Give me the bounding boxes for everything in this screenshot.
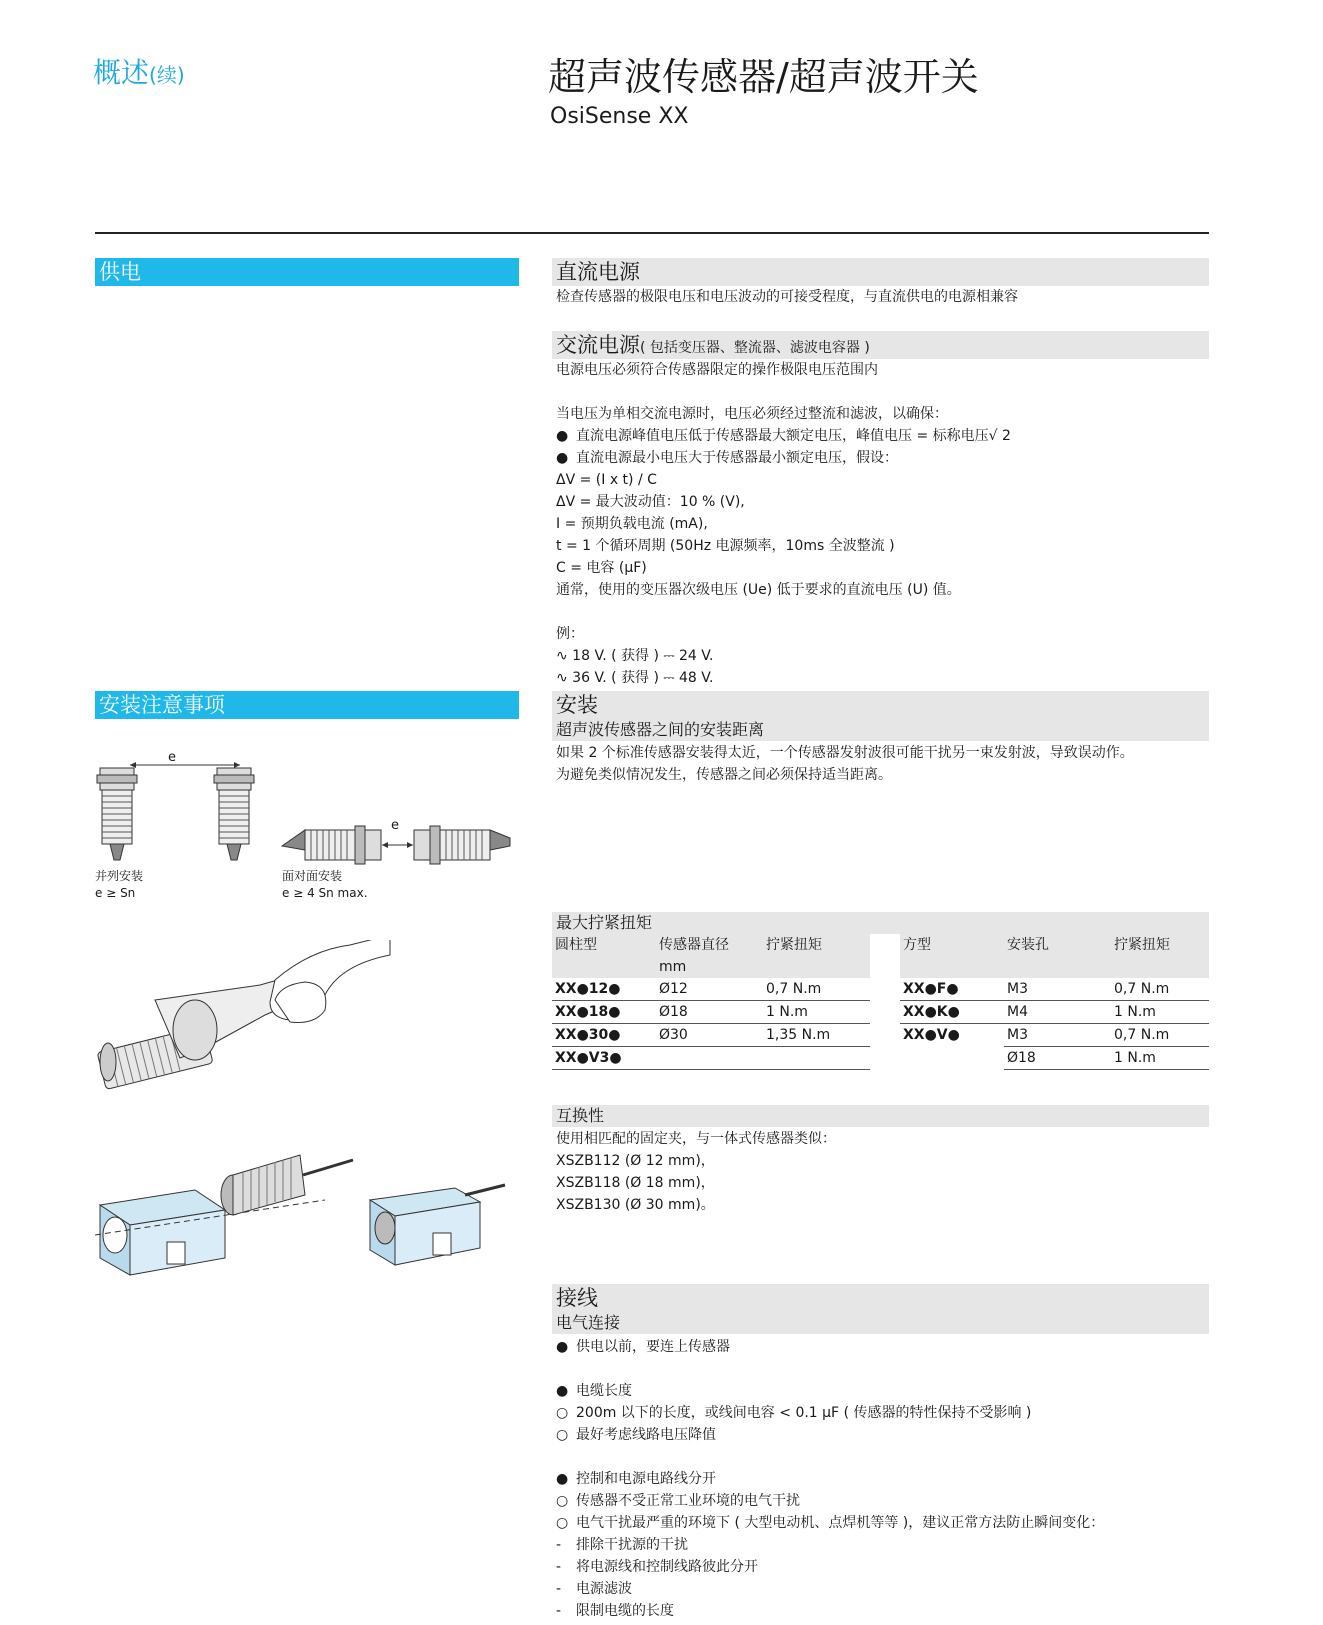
table-cell: [656, 1047, 763, 1070]
wiring-dash-3: [556, 1578, 632, 1600]
bullet-icon: ●: [556, 1339, 569, 1355]
interchange-item-3: XSZB130 (Ø 30 mm)。: [556, 1197, 715, 1213]
wiring-bullet-2-text: 电缆长度: [576, 1383, 632, 1399]
wiring-sub-1: [556, 1402, 1031, 1424]
table-cell: Ø18: [656, 1001, 763, 1024]
table-row: [552, 1001, 870, 1024]
bullet-icon: ●: [556, 428, 569, 444]
wiring-dash-1-text: 排除干扰源的干扰: [576, 1537, 688, 1553]
torque-title: 最大拧紧扭矩: [552, 912, 1209, 934]
table-row: [552, 1024, 870, 1047]
caption-side-by-side-rule: e ≥ Sn: [95, 886, 136, 900]
wiring-sub-4: [556, 1512, 1104, 1534]
cyl-header-type: 圆柱型: [552, 934, 656, 978]
section-title: 概述(续): [93, 56, 185, 89]
circle-icon: ○: [556, 1515, 569, 1531]
formula-5: C = 电容 (μF): [556, 560, 647, 576]
dc-power-heading: 直流电源: [552, 258, 1209, 286]
cyl-header-diameter: [656, 934, 763, 978]
table-cell: XX●V3●: [552, 1047, 656, 1070]
table-cell: Ø12: [656, 978, 763, 1001]
header-divider: [95, 232, 1209, 234]
section-title-suffix: (续): [149, 63, 185, 87]
interchange-line1: 使用相匹配的固定夹，与一体式传感器类似：: [556, 1131, 836, 1147]
page-subtitle: OsiSense XX: [550, 104, 689, 129]
mounting-clamp-illustration: [95, 1140, 515, 1280]
install-subtitle: 超声波传感器之间的安装距离: [552, 719, 1209, 741]
table-cell: M3: [1004, 978, 1111, 1001]
sensor-spacing-diagram: [90, 750, 520, 865]
bullet-icon: ●: [556, 450, 569, 466]
wiring-dash-2-text: 将电源线和控制线路彼此分开: [576, 1559, 758, 1575]
wiring-sub-2: [556, 1424, 716, 1446]
table-cell: XX●30●: [552, 1024, 656, 1047]
dash-icon: -: [556, 1559, 562, 1575]
wiring-dash-1: [556, 1534, 688, 1556]
formula-1: ΔV = (I x t) / C: [556, 472, 657, 488]
wiring-sub-3-text: 传感器不受正常工业环境的电气干扰: [576, 1493, 800, 1509]
install-title: 安装: [552, 691, 1209, 719]
ac-power-heading: [552, 331, 1209, 359]
interchange-item-2: XSZB118 (Ø 18 mm)，: [556, 1175, 715, 1191]
dc-power-desc: 检查传感器的极限电压和电压波动的可接受程度，与直流供电的电源相兼容: [556, 289, 1018, 305]
table-cell: M4: [1004, 1001, 1111, 1024]
sq-header-torque: 拧紧扭矩: [1111, 934, 1209, 978]
sq-header-type: 方型: [900, 934, 1004, 978]
table-cell: Ø30: [656, 1024, 763, 1047]
table-cell: [763, 1047, 870, 1070]
table-row: [900, 978, 1209, 1001]
ac-power-title: 交流电源: [556, 333, 640, 357]
square-torque-table: [900, 934, 1209, 1070]
page-title: 超声波传感器/超声波开关: [548, 55, 979, 99]
table-cell: Ø18: [1004, 1047, 1111, 1070]
dash-icon: -: [556, 1603, 562, 1619]
circle-icon: ○: [556, 1405, 569, 1421]
formula-2: ΔV = 最大波动值：10 % (V),: [556, 494, 745, 510]
wiring-sub-1-text: 200m 以下的长度，或线间电容 < 0.1 μF ( 传感器的特性保持不受影响 ): [576, 1405, 1032, 1421]
wiring-dash-4: [556, 1600, 674, 1622]
install-line2: 为避免类似情况发生，传感器之间必须保持适当距离。: [556, 767, 892, 783]
table-cell: 1 N.m: [1111, 1047, 1209, 1070]
table-row: [900, 1024, 1209, 1047]
example-2: ∿ 36 V. ( 获得 ) ⎓ 48 V.: [556, 670, 714, 686]
ac-line1: 电源电压必须符合传感器限定的操作极限电压范围内: [556, 362, 878, 378]
table-cell: XX●V●: [903, 1027, 960, 1044]
table-cell: 0,7 N.m: [1111, 978, 1209, 1001]
example-label: 例：: [556, 626, 584, 642]
table-cell: XX●12●: [552, 978, 656, 1001]
table-row: [900, 1047, 1209, 1070]
cyl-header-unit: mm: [659, 959, 687, 975]
wiring-dash-2: [556, 1556, 758, 1578]
wiring-title: 接线: [552, 1284, 1209, 1312]
table-cell: 0,7 N.m: [763, 978, 870, 1001]
ac-bullet-2-text: 直流电源最小电压大于传感器最小额定电压，假设：: [576, 450, 898, 466]
cyl-header-diameter-label: 传感器直径: [659, 937, 729, 953]
table-row: [900, 1001, 1209, 1024]
wiring-sub-3: [556, 1490, 800, 1512]
caption-face-to-face-rule: e ≥ 4 Sn max.: [282, 886, 368, 900]
table-row: [552, 1047, 870, 1070]
table-cell: XX●K●: [900, 1001, 1004, 1024]
circle-icon: ○: [556, 1427, 569, 1443]
wiring-bullet-1-text: 供电以前，要连上传感器: [576, 1339, 730, 1355]
side-by-side-sensors: [97, 762, 254, 860]
wiring-dash-3-text: 电源滤波: [576, 1581, 632, 1597]
caption-side-by-side: [95, 868, 143, 902]
wiring-bullet-3: [556, 1468, 716, 1490]
table-cell: M3: [1004, 1024, 1111, 1047]
table-row: [552, 978, 870, 1001]
ac-power-note: ( 包括变压器、整流器、滤波电容器 ): [640, 340, 870, 356]
interchange-title: 互换性: [552, 1105, 1209, 1127]
power-heading: 供电: [95, 258, 519, 286]
formula-3: I = 预期负载电流 (mA),: [556, 516, 708, 532]
install-heading: 安装注意事项: [95, 691, 519, 719]
table-cell: XX●F●: [900, 978, 1004, 1001]
wiring-bullet-3-text: 控制和电源电路线分开: [576, 1471, 716, 1487]
circle-icon: ○: [556, 1493, 569, 1509]
dash-icon: -: [556, 1581, 562, 1597]
ac-bullet-1-text: 直流电源峰值电压低于传感器最大额定电压，峰值电压 = 标称电压√ 2: [576, 428, 1011, 444]
distance-label-e1: e: [168, 750, 176, 765]
wiring-sub-4-text: 电气干扰最严重的环境下 ( 大型电动机、点焊机等等 )，建议正常方法防止瞬间变化：: [576, 1515, 1105, 1531]
cyl-header-torque: 拧紧扭矩: [763, 934, 870, 978]
example-1: ∿ 18 V. ( 获得 ) ⎓ 24 V.: [556, 648, 714, 664]
wrench-tightening-illustration: [90, 940, 410, 1090]
caption-side-by-side-title: 并列安装: [95, 869, 144, 883]
cylindrical-torque-table: [552, 934, 870, 1070]
table-cell: 0,7 N.m: [1111, 1024, 1209, 1047]
distance-label-e2: e: [391, 818, 399, 833]
caption-face-to-face-title: 面对面安装: [282, 869, 343, 883]
bullet-icon: ●: [556, 1471, 569, 1487]
table-cell: 1 N.m: [763, 1001, 870, 1024]
table-cell: 1,35 N.m: [763, 1024, 870, 1047]
wiring-subtitle: 电气连接: [552, 1312, 1209, 1334]
wiring-bullet-1: [556, 1336, 730, 1358]
ac-bullet-1: [556, 425, 1011, 447]
install-line1: 如果 2 个标准传感器安装得太近，一个传感器发射波很可能干扰另一束发射波，导致误动作。: [556, 745, 1134, 761]
interchange-item-1: XSZB112 (Ø 12 mm)，: [556, 1153, 715, 1169]
dash-icon: -: [556, 1537, 562, 1553]
bullet-icon: ●: [556, 1383, 569, 1399]
ac-bullet-2: [556, 447, 898, 469]
wiring-bullet-2: [556, 1380, 632, 1402]
table-cell: [900, 1047, 1004, 1070]
sq-header-hole: 安装孔: [1004, 934, 1111, 978]
ac-intro: 当电压为单相交流电源时，电压必须经过整流和滤波，以确保：: [556, 406, 948, 422]
caption-face-to-face: [282, 868, 368, 902]
table-cell: XX●18●: [552, 1001, 656, 1024]
wiring-dash-4-text: 限制电缆的长度: [576, 1603, 674, 1619]
table-cell: 1 N.m: [1111, 1001, 1209, 1024]
formula-4: t = 1 个循环周期 (50Hz 电源频率，10ms 全波整流 ): [556, 538, 895, 554]
formula-6: 通常，使用的变压器次级电压 (Ue) 低于要求的直流电压 (U) 值。: [556, 582, 961, 598]
wiring-sub-2-text: 最好考虑线路电压降值: [576, 1427, 716, 1443]
